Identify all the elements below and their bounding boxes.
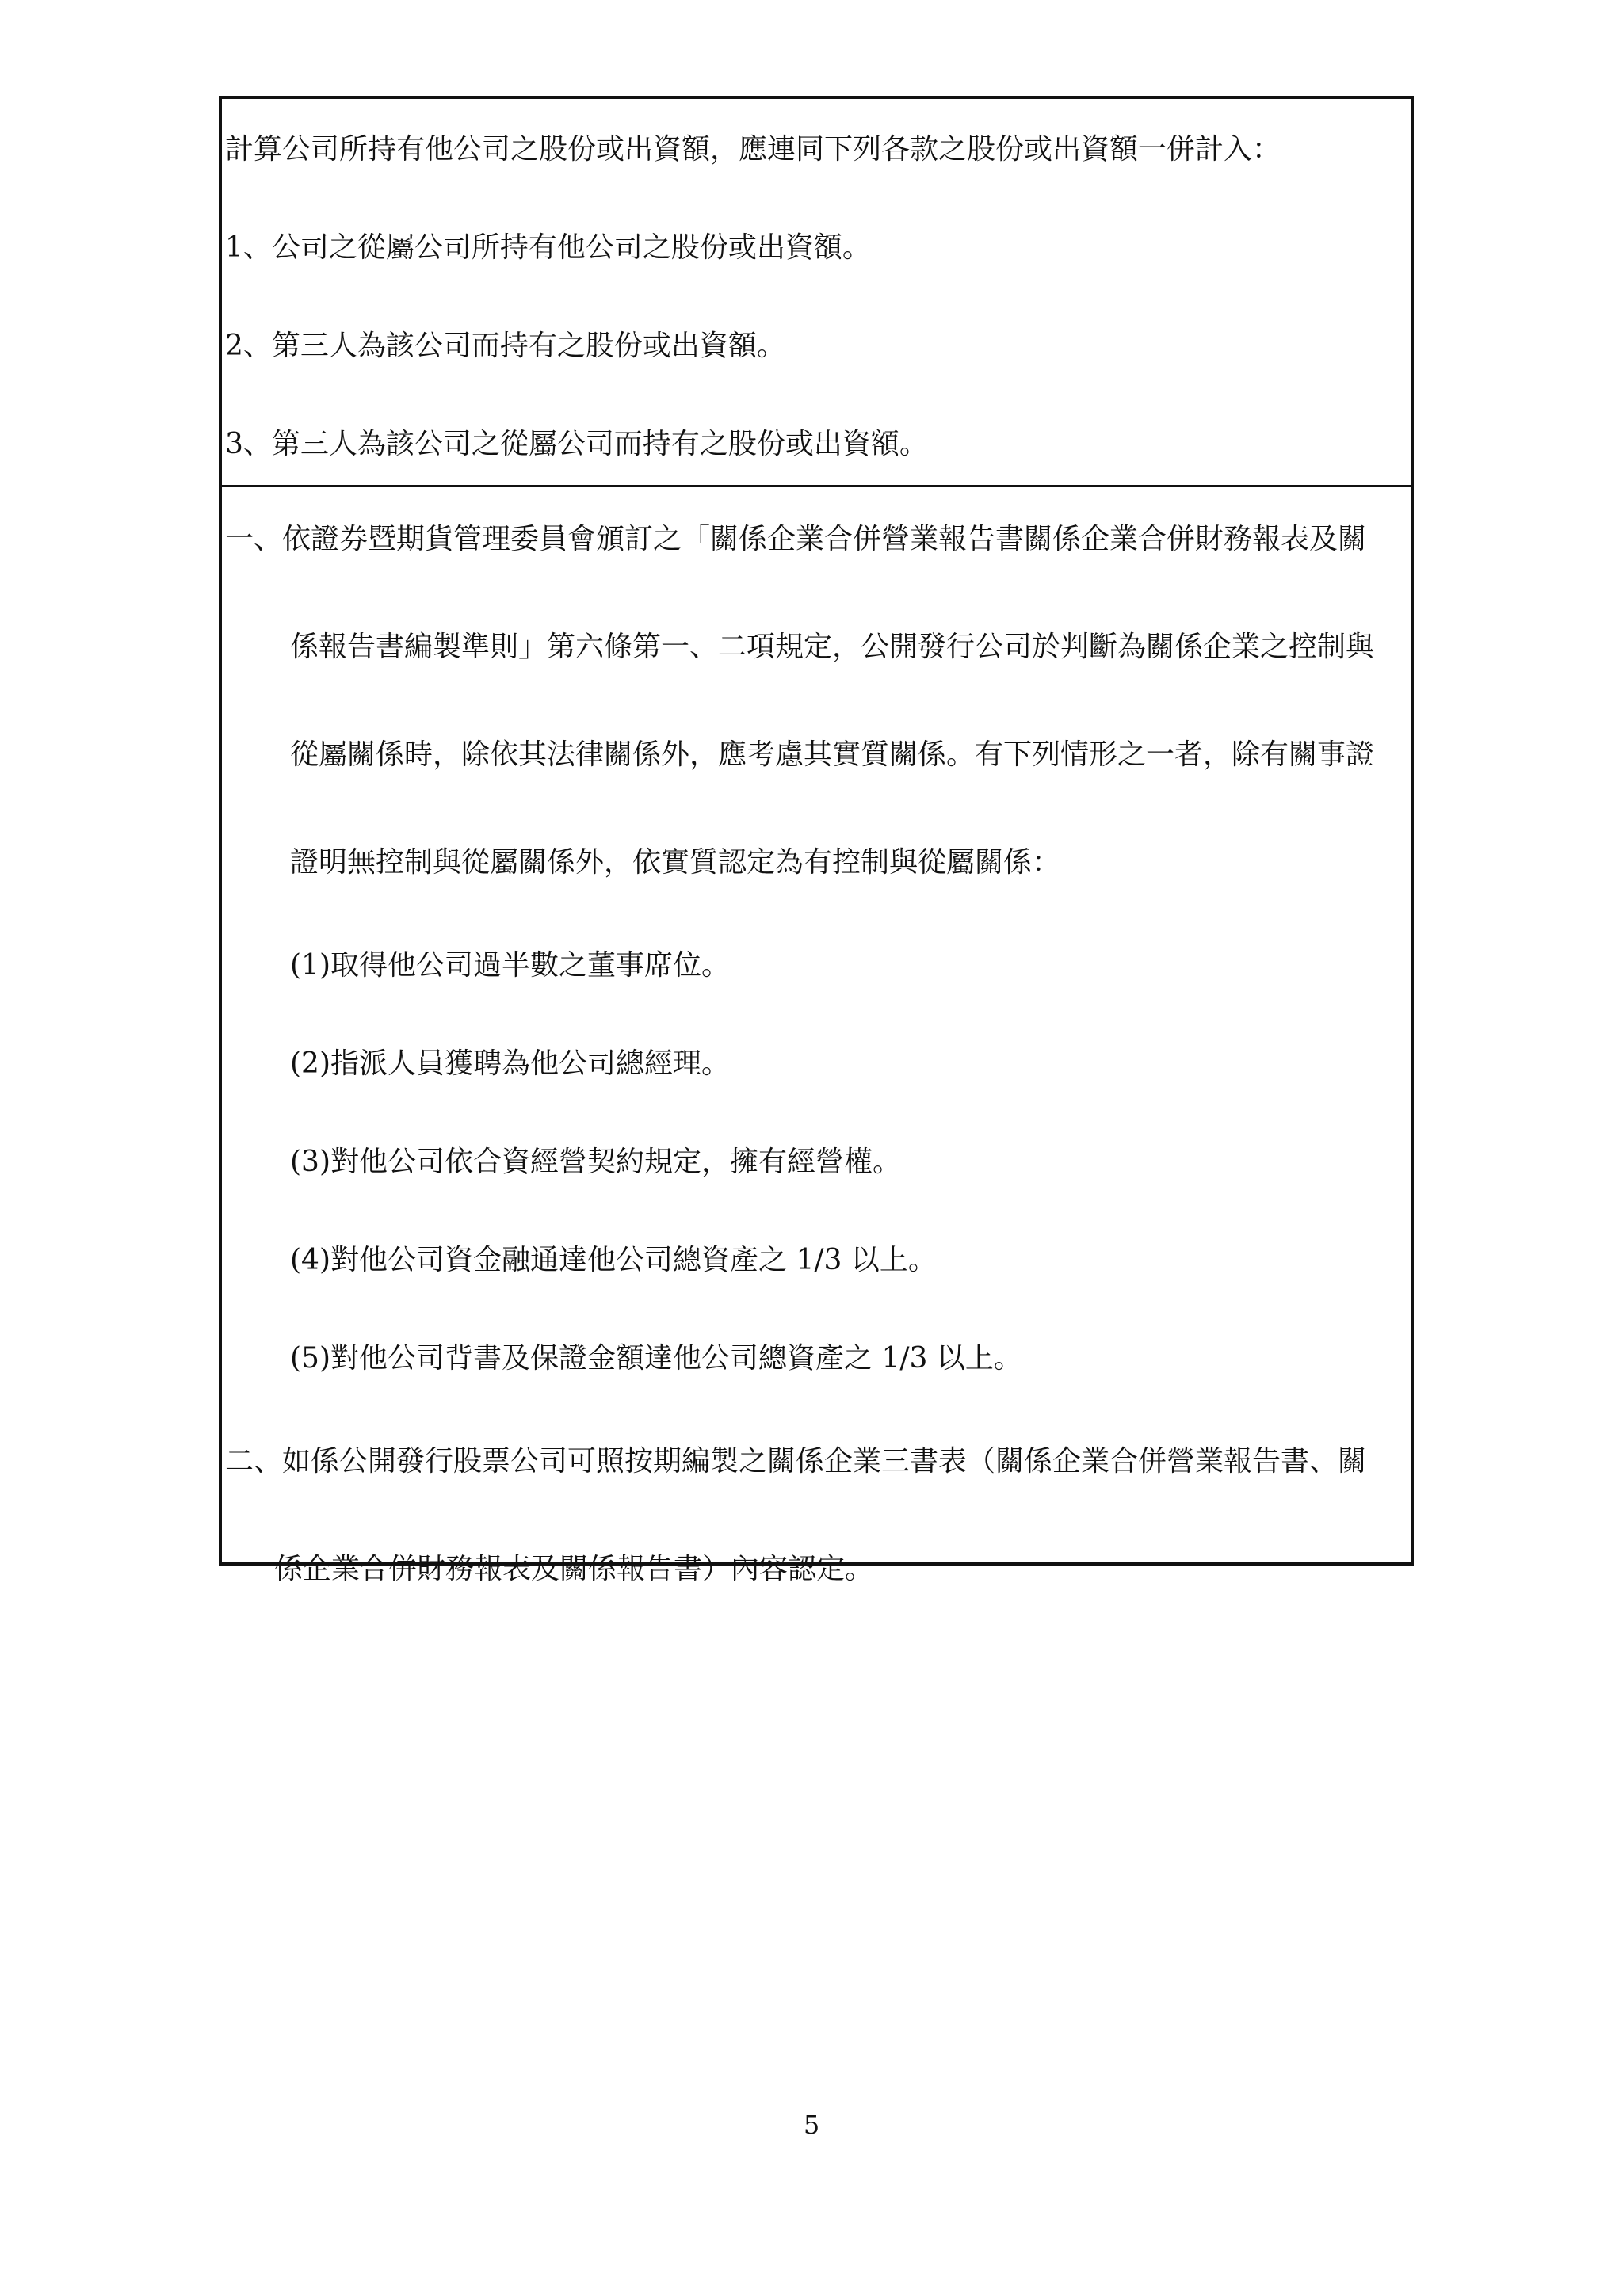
sub-list-item: (1)取得他公司過半數之董事席位。	[290, 949, 730, 982]
list-item: 1、公司之從屬公司所持有他公司之股份或出資額。	[225, 231, 871, 264]
section-intro: 計算公司所持有他公司之股份或出資額，應連同下列各款之股份或出資額一併計入：	[225, 133, 1281, 166]
list-item: 3、第三人為該公司之從屬公司而持有之股份或出資額。	[225, 428, 928, 460]
sub-list-item: (5)對他公司背書及保證金額達他公司總資產之 1/3 以上。	[290, 1342, 1022, 1375]
sub-list-item: (3)對他公司依合資經營契約規定，擁有經營權。	[290, 1146, 901, 1178]
shareholding-calculation-section	[222, 99, 1411, 487]
document-table	[219, 96, 1414, 1585]
control-relationship-section	[222, 487, 1411, 1585]
paragraph-line: 二、如係公開發行股票公司可照按期編製之關係企業三書表（關係企業合併營業報告書、關	[225, 1445, 1367, 1478]
paragraph-line: 係報告書編製準則」第六條第一、二項規定，公開發行公司於判斷為關係企業之控制與	[290, 631, 1375, 663]
paragraph-line: 一、依證券暨期貨管理委員會頒訂之「關係企業合併營業報告書關係企業合併財務報表及關	[225, 523, 1367, 555]
page-number: 5	[803, 2110, 820, 2140]
paragraph-line: 係企業合併財務報表及關係報告書）內容認定。	[274, 1553, 874, 1585]
list-item: 2、第三人為該公司而持有之股份或出資額。	[225, 330, 785, 362]
sub-list-item: (4)對他公司資金融通達他公司總資產之 1/3 以上。	[290, 1244, 937, 1276]
paragraph-line: 證明無控制與從屬關係外，依實質認定為有控制與從屬關係：	[290, 846, 1061, 879]
sub-list-item: (2)指派人員獲聘為他公司總經理。	[290, 1047, 730, 1080]
paragraph-line: 從屬關係時，除依其法律關係外，應考慮其實質關係。有下列情形之一者，除有關事證	[290, 738, 1375, 771]
